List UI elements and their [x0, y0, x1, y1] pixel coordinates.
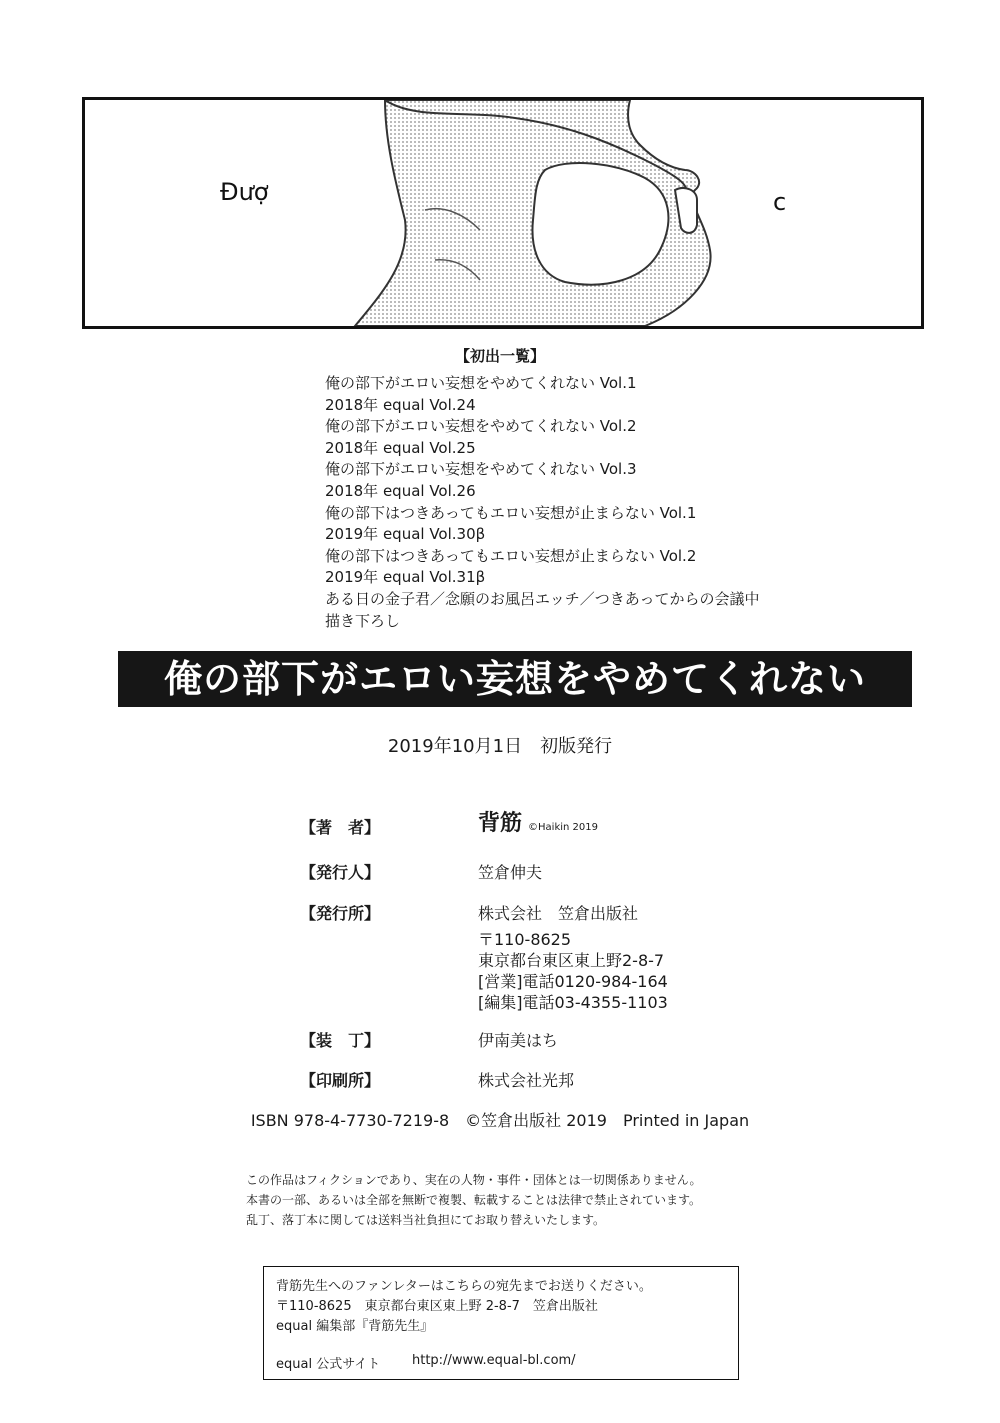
first-appearance-list [325, 373, 845, 632]
fan-letter-box [263, 1266, 739, 1380]
publisher-person: 笠倉伸夫 [478, 863, 543, 882]
list-item: 描き下ろし [325, 611, 401, 630]
fan-letter-recipient: equal 編集部『背筋先生』 [276, 1319, 434, 1334]
first-appearance-heading: 【初出一覧】 [454, 347, 545, 365]
list-item: ある日の金子君／念願のお風呂エッチ／つきあってからの会議中 [325, 589, 760, 608]
design-label: 【装 丁】 [300, 1031, 381, 1050]
sales-phone: [営業]電話0120-984-164 [478, 972, 668, 991]
editorial-phone: [編集]電話03-4355-1103 [478, 993, 668, 1012]
designer-name: 伊南美はち [478, 1031, 559, 1050]
speech-text-left: Đượ [220, 178, 269, 206]
address: 東京都台東区東上野2-8-7 [478, 951, 665, 970]
list-item: 2018年 equal Vol.24 [325, 395, 476, 414]
list-item: 2018年 equal Vol.26 [325, 481, 476, 500]
manga-panel [82, 97, 924, 329]
website-label: equal 公式サイト [276, 1357, 381, 1372]
notice-line: 乱丁、落丁本に関しては送料当社負担にてお取り替えいたします。 [246, 1213, 606, 1227]
list-item: 2018年 equal Vol.25 [325, 438, 476, 457]
publisher-person-label: 【発行人】 [300, 863, 381, 882]
publisher-label: 【発行所】 [300, 904, 381, 923]
list-item: 俺の部下はつきあってもエロい妄想が止まらない Vol.1 [325, 503, 697, 522]
book-title-banner: 俺の部下がエロい妄想をやめてくれない [118, 651, 912, 707]
release-date: 2019年10月1日 初版発行 [387, 736, 613, 757]
list-item: 俺の部下がエロい妄想をやめてくれない Vol.2 [325, 417, 637, 436]
list-item: 俺の部下はつきあってもエロい妄想が止まらない Vol.2 [325, 546, 697, 565]
author-copyright: ©Haikin 2019 [528, 822, 598, 833]
publisher-name: 株式会社 笠倉出版社 [478, 904, 639, 923]
notice-line: この作品はフィクションであり、実在の人物・事件・団体とは一切関係ありません。 [246, 1173, 702, 1187]
fan-letter-line: 背筋先生へのファンレターはこちらの宛先までお送りください。 [276, 1279, 652, 1294]
printer-label: 【印刷所】 [300, 1071, 381, 1090]
fan-letter-address: 〒110-8625 東京都台東区東上野 2-8-7 笠倉出版社 [276, 1299, 598, 1314]
list-item: 2019年 equal Vol.31β [325, 568, 486, 587]
author-block [478, 806, 598, 837]
speech-text-right: c [773, 188, 787, 216]
printer-name: 株式会社光邦 [478, 1071, 575, 1090]
ok-hand-illustration [85, 100, 921, 326]
list-item: 俺の部下がエロい妄想をやめてくれない Vol.1 [325, 374, 637, 392]
isbn-line: ISBN 978-4-7730-7219-8 ©笠倉出版社 2019 Printed in Japan [250, 1111, 750, 1130]
author-name: 背筋 [478, 811, 523, 836]
list-item: 俺の部下がエロい妄想をやめてくれない Vol.3 [325, 460, 637, 479]
postal-code: 〒110-8625 [478, 930, 572, 949]
notice-line: 本書の一部、あるいは全部を無断で複製、転載することは法律で禁止されています。 [246, 1193, 702, 1207]
author-label: 【著 者】 [300, 818, 381, 837]
website-link[interactable]: http://www.equal-bl.com/ [412, 1353, 576, 1368]
list-item: 2019年 equal Vol.30β [325, 525, 486, 544]
